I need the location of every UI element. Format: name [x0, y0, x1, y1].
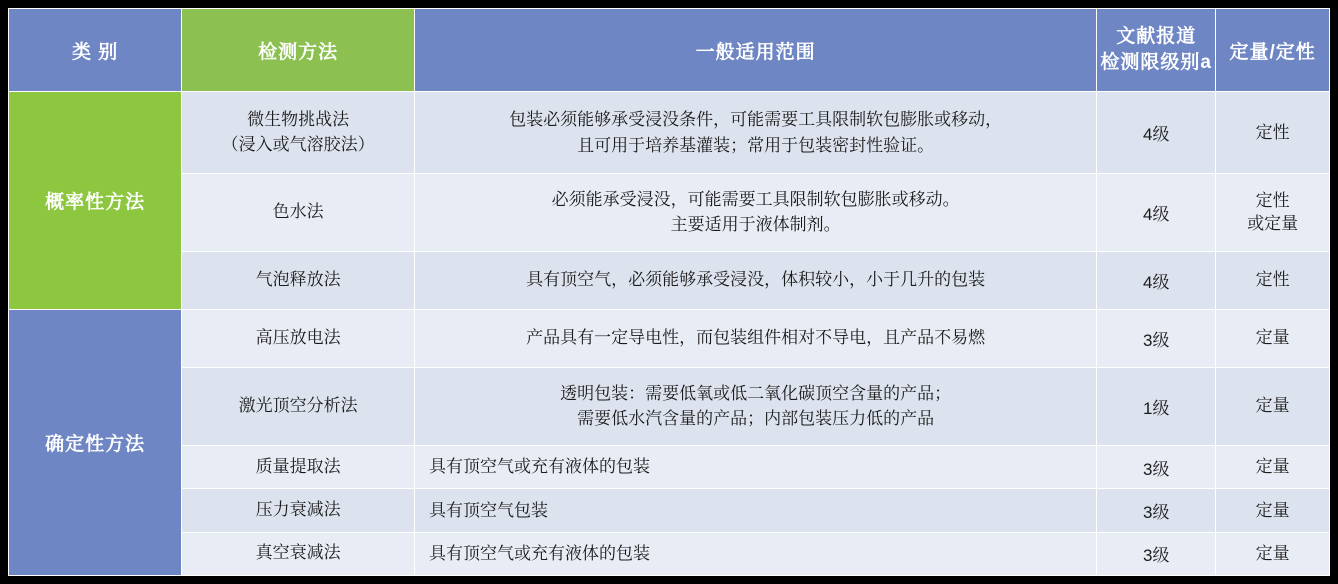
header-applicable-scope: 一般适用范围: [415, 9, 1097, 92]
leak-test-methods-table: [8, 8, 1330, 576]
scope-line2: 且可用于培养基灌装；常用于包装密封性验证。: [577, 135, 935, 155]
table-header-row: [9, 9, 1330, 92]
scope-text: [415, 251, 1097, 309]
quant-qual-line1: 定量: [1255, 543, 1290, 563]
header-quantitative-qualitative: 定量/定性: [1216, 9, 1330, 92]
method-line2: （浸入或气溶胶法）: [221, 134, 375, 154]
quant-qual-line1: 定量: [1255, 457, 1290, 477]
detection-level: 4级: [1097, 251, 1216, 309]
scope-line2: 主要适用于液体制剂。: [670, 215, 841, 235]
scope-text: [415, 92, 1097, 174]
quant-qual-line1: 定量: [1255, 500, 1290, 520]
category-probabilistic: 概率性方法: [9, 92, 182, 310]
table-row: [9, 92, 1330, 174]
quant-qual: [1216, 92, 1330, 174]
scope-line1: 产品具有一定导电性，而包装组件相对不导电，且产品不易燃: [526, 328, 986, 348]
method-name: [182, 489, 415, 532]
quant-qual-line2: 或定量: [1247, 214, 1299, 234]
scope-line1: 具有顶空气，必须能够承受浸没，体积较小，小于几升的包装: [526, 270, 986, 290]
scope-text: [415, 445, 1097, 488]
method-line1: 质量提取法: [255, 456, 341, 476]
quant-qual: [1216, 445, 1330, 488]
method-name: [182, 92, 415, 174]
scope-line1: 透明包装：需要低氧或低二氧化碳顶空含量的产品；: [560, 383, 952, 403]
table-row: [9, 532, 1330, 575]
detection-level: 4级: [1097, 92, 1216, 174]
method-line1: 色水法: [272, 202, 324, 222]
method-name: [182, 309, 415, 367]
header-test-method: 检测方法: [182, 9, 415, 92]
quant-qual: [1216, 532, 1330, 575]
table-row: [9, 309, 1330, 367]
scope-line1: 必须能承受浸没，可能需要工具限制软包膨胀或移动。: [551, 189, 960, 209]
quant-qual-line1: 定量: [1255, 396, 1290, 416]
table-row: [9, 367, 1330, 445]
quant-qual-line1: 定性: [1255, 122, 1290, 142]
scope-line2: 需要低水汽含量的产品；内部包装压力低的产品: [577, 409, 935, 429]
detection-level: 3级: [1097, 445, 1216, 488]
scope-line1: 包装必须能够承受浸没条件，可能需要工具限制软包膨胀或移动，: [509, 110, 1003, 130]
table-row: [9, 445, 1330, 488]
category-deterministic: 确定性方法: [9, 309, 182, 575]
quant-qual-line1: 定性: [1255, 270, 1290, 290]
detection-level: 3级: [1097, 309, 1216, 367]
table-row: [9, 174, 1330, 251]
method-name: [182, 174, 415, 251]
method-name: [182, 251, 415, 309]
method-name: [182, 532, 415, 575]
method-line1: 真空衰减法: [255, 543, 341, 563]
method-line1: 激光顶空分析法: [238, 396, 358, 416]
leak-test-methods-table-container: [8, 8, 1330, 576]
scope-line1: 具有顶空气包装: [429, 500, 549, 520]
method-line1: 高压放电法: [255, 327, 341, 347]
detection-level: 3级: [1097, 532, 1216, 575]
scope-line1: 具有顶空气或充有液体的包装: [429, 457, 651, 477]
method-name: [182, 445, 415, 488]
detection-level: 1级: [1097, 367, 1216, 445]
quant-qual-line1: 定量: [1255, 328, 1290, 348]
scope-text: [415, 309, 1097, 367]
table-row: [9, 251, 1330, 309]
scope-text: [415, 489, 1097, 532]
method-line1: 微生物挑战法: [247, 110, 350, 130]
quant-qual: [1216, 367, 1330, 445]
table-row: [9, 489, 1330, 532]
detection-level: 3级: [1097, 489, 1216, 532]
quant-qual-line1: 定性: [1255, 190, 1290, 210]
detection-level: 4级: [1097, 174, 1216, 251]
scope-text: [415, 532, 1097, 575]
quant-qual: [1216, 174, 1330, 251]
scope-text: [415, 367, 1097, 445]
header-category: 类 别: [9, 9, 182, 92]
quant-qual: [1216, 251, 1330, 309]
scope-text: [415, 174, 1097, 251]
method-line1: 气泡释放法: [255, 269, 341, 289]
scope-line1: 具有顶空气或充有液体的包装: [429, 544, 651, 564]
method-line1: 压力衰减法: [255, 500, 341, 520]
quant-qual: [1216, 309, 1330, 367]
header-detection-limit-line1: 文献报道: [1116, 26, 1197, 48]
quant-qual: [1216, 489, 1330, 532]
method-name: [182, 367, 415, 445]
header-detection-limit-level: [1097, 9, 1216, 92]
header-detection-limit-line2: 检测限级别a: [1100, 52, 1212, 73]
